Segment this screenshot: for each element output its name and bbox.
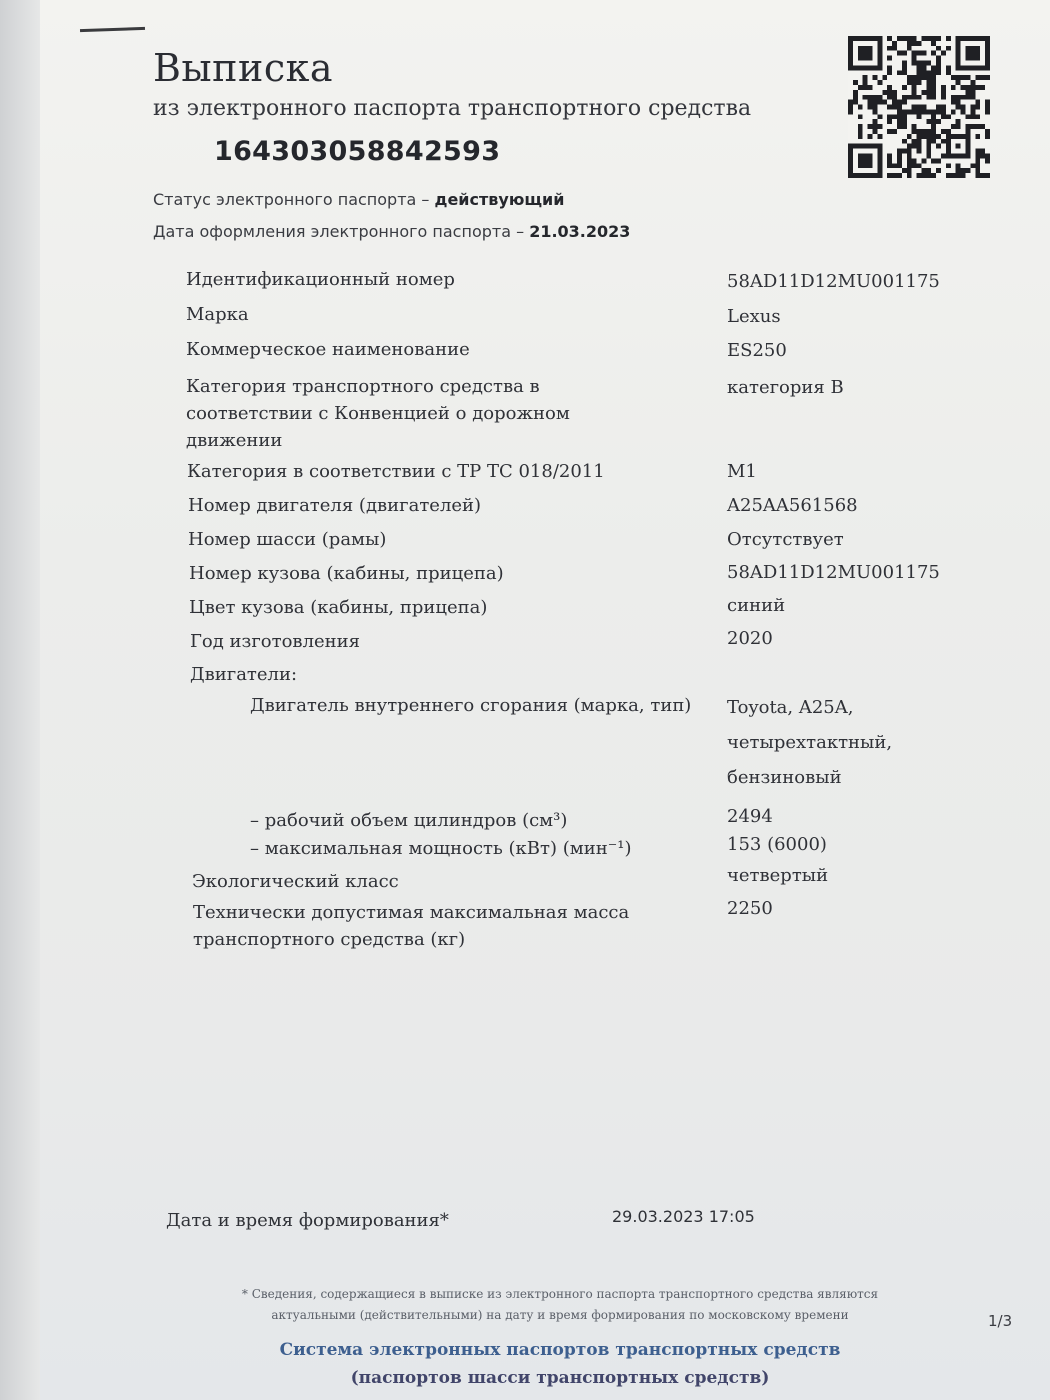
field-label: Двигатели: <box>190 664 298 685</box>
field-label: Технически допустимая максимальная масса транспортного средства (кг) <box>193 902 630 950</box>
field-label: Марка <box>186 304 249 325</box>
formed-datetime-label: Дата и время формирования* <box>166 1210 449 1231</box>
passport-status <box>153 190 564 209</box>
field-value: Отсутствует <box>727 529 844 550</box>
field-value: Lexus <box>727 306 781 327</box>
field-value: 2020 <box>727 628 773 649</box>
field-value: категория B <box>727 377 844 398</box>
footnote <box>180 1284 940 1326</box>
pen-mark <box>80 27 145 32</box>
field-label: Год изготовления <box>190 631 361 652</box>
field-value: 58AD11D12MU001175 <box>727 562 940 583</box>
system-name-line1: Система электронных паспортов транспортных средств <box>279 1340 841 1360</box>
field-label: Категория транспортного средства в соответствии с Конвенцией о дорожном движении <box>186 376 570 451</box>
document-title: Выписка <box>153 46 334 90</box>
page-number: 1/3 <box>988 1312 1013 1330</box>
field-value: 2250 <box>727 898 773 919</box>
passport-number: 164303058842593 <box>214 136 501 167</box>
field-value: синий <box>727 595 786 616</box>
paper-edge <box>0 0 40 1400</box>
issue-date-label: Дата оформления электронного паспорта – <box>153 222 525 241</box>
qr-code-icon <box>848 36 990 178</box>
field-label: – максимальная мощность (кВт) (мин⁻¹) <box>250 838 632 859</box>
footnote-text: * Сведения, содержащиеся в выписке из электронного паспорта транспортного средства являются актуальными (действительными) на дату и время формирования по московскому времени <box>241 1287 879 1322</box>
field-value: четвертый <box>727 865 829 886</box>
field-value: ES250 <box>727 340 787 361</box>
field-label: Номер двигателя (двигателей) <box>188 495 482 516</box>
field-label: Экологический класс <box>192 871 399 892</box>
system-name-line2: (паспортов шасси транспортных средств) <box>350 1368 770 1388</box>
field-label: Цвет кузова (кабины, прицепа) <box>189 597 488 618</box>
system-name <box>230 1336 890 1392</box>
field-label: – рабочий объем цилиндров (см³) <box>250 810 568 831</box>
status-label: Статус электронного паспорта – <box>153 190 430 209</box>
field-label: Двигатель внутреннего сгорания (марка, тип) <box>250 695 692 716</box>
formed-datetime-value: 29.03.2023 17:05 <box>612 1207 755 1226</box>
field-label: Коммерческое наименование <box>186 339 470 360</box>
field-value: A25AA561568 <box>727 495 858 516</box>
field-value: M1 <box>727 461 757 482</box>
field-value: Toyota, A25A, четырехтактный, бензиновый <box>727 697 893 788</box>
field-label: Номер шасси (рамы) <box>188 529 387 550</box>
issue-date-value: 21.03.2023 <box>529 222 631 241</box>
field-label: Категория в соответствии с ТР ТС 018/2011 <box>187 461 605 482</box>
field-value: 153 (6000) <box>727 834 827 855</box>
field-value: 58AD11D12MU001175 <box>727 271 940 292</box>
field-label: Номер кузова (кабины, прицепа) <box>189 563 504 584</box>
field-value: 2494 <box>727 806 773 827</box>
document-subtitle: из электронного паспорта транспортного средства <box>153 96 752 121</box>
field-label: Идентификационный номер <box>186 269 455 290</box>
status-value: действующий <box>434 190 565 209</box>
issue-date <box>153 222 630 241</box>
